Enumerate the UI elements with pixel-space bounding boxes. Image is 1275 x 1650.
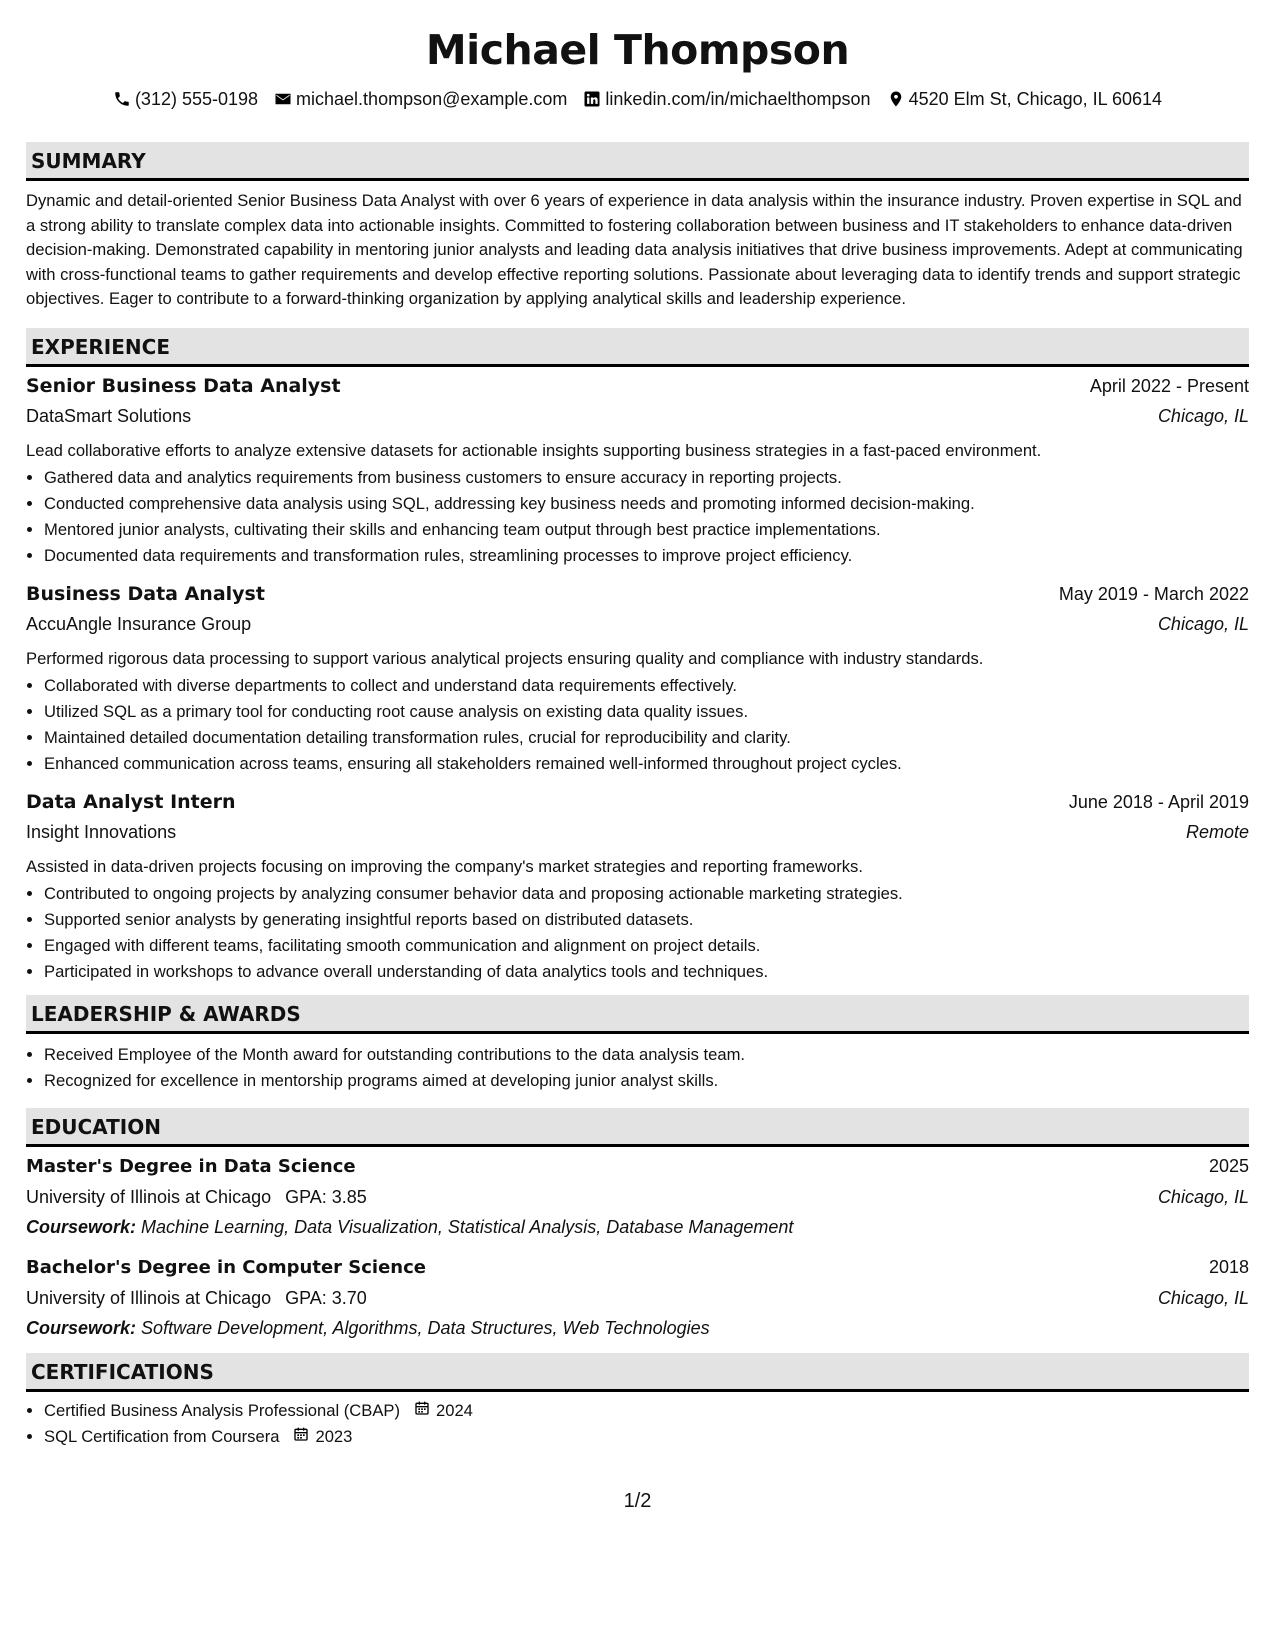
contact-phone xyxy=(113,89,258,110)
degree-title: Bachelor's Degree in Computer Science xyxy=(26,1256,426,1278)
job-description: Assisted in data-driven projects focusing on improving the company's market strategies and reporting frameworks. xyxy=(26,856,863,876)
list-item: • Collaborated with diverse departments to collect and understand data requirements effectively. xyxy=(44,673,1249,699)
gpa: GPA: 3.85 xyxy=(285,1186,367,1207)
contact-linkedin[interactable] xyxy=(583,89,870,110)
job-title: Business Data Analyst xyxy=(26,582,265,605)
job-company: DataSmart Solutions xyxy=(26,405,192,426)
section-heading-summary: SUMMARY xyxy=(26,142,1249,181)
section-heading-leadership: LEADERSHIP & AWARDS xyxy=(26,995,1249,1034)
section-heading-experience: EXPERIENCE xyxy=(26,328,1249,367)
job-bullets xyxy=(26,881,1249,985)
gpa: GPA: 3.70 xyxy=(285,1287,367,1308)
list-item: • Enhanced communication across teams, ensuring all stakeholders remained well-informed throughout project cycles. xyxy=(44,751,1249,777)
school-name: University of Illinois at Chicago xyxy=(26,1287,272,1308)
page-number: 1/2 xyxy=(623,1490,652,1512)
list-item: • Contributed to ongoing projects by analyzing consumer behavior data and proposing actionable marketing strategies. xyxy=(44,881,1249,907)
degree-title: Master's Degree in Data Science xyxy=(26,1155,356,1177)
linkedin-url[interactable]: linkedin.com/in/michaelthompson xyxy=(605,88,871,109)
contact-address xyxy=(887,89,1163,110)
linkedin-icon xyxy=(583,90,601,108)
job-dates: May 2019 - March 2022 xyxy=(1058,583,1249,604)
job-description: Performed rigorous data processing to support various analytical projects ensuring quality and compliance with industry standards. xyxy=(26,648,984,668)
coursework-label: Coursework: xyxy=(26,1317,137,1338)
list-item: • Gathered data and analytics requirements from business customers to ensure accuracy in reporting projects. xyxy=(44,465,1249,491)
list-item: • Received Employee of the Month award for outstanding contributions to the data analysis team. xyxy=(44,1042,1249,1068)
coursework-list: Machine Learning, Data Visualization, Statistical Analysis, Database Management xyxy=(141,1216,794,1237)
job-company: AccuAngle Insurance Group xyxy=(26,613,252,634)
education-entry xyxy=(26,1252,1249,1343)
calendar-icon xyxy=(406,1398,430,1424)
coursework-label: Coursework: xyxy=(26,1216,137,1237)
list-item: • Participated in workshops to advance overall understanding of data analytics tools and techniques. xyxy=(44,959,1249,985)
graduation-year: 2025 xyxy=(1208,1155,1249,1176)
school-location: Chicago, IL xyxy=(1157,1287,1249,1308)
list-item: • Documented data requirements and transformation rules, streamlining processes to improve project efficiency. xyxy=(44,543,1249,569)
email-address[interactable]: michael.thompson@example.com xyxy=(296,88,568,109)
list-item: • Maintained detailed documentation detailing transformation rules, crucial for reproducibility and clarity. xyxy=(44,725,1249,751)
list-item xyxy=(44,1424,1249,1450)
section-heading-certifications: CERTIFICATIONS xyxy=(26,1353,1249,1392)
job-description: Lead collaborative efforts to analyze extensive datasets for actionable insights supporting business strategies in a fast-paced environment. xyxy=(26,440,1042,460)
candidate-name: Michael Thompson xyxy=(425,26,850,74)
map-pin-icon xyxy=(887,90,905,108)
contact-email[interactable] xyxy=(274,89,567,110)
coursework xyxy=(26,1212,1249,1242)
phone-number: (312) 555-0198 xyxy=(134,88,259,109)
experience-entry xyxy=(26,787,1249,985)
certification-year: 2023 xyxy=(315,1426,353,1446)
job-location: Chicago, IL xyxy=(1157,613,1249,634)
certifications-list xyxy=(26,1398,1249,1450)
summary-text: Dynamic and detail-oriented Senior Business Data Analyst with over 6 years of experience in data analysis within the insurance industry. Proven expertise in SQL and a strong ability to translate complex data into actionable insights. Committed to fostering collaboration between business and IT stakeholders to enhance data-driven decision-making. Demonstrated capability in mentoring junior analysts and leading data analysis initiatives that drive business improvements. Adept at communicating with cross-functional teams to gather requirements and develop effective reporting solutions. Passionate about leveraging data to identify trends and support strategic objectives. Eager to contribute to a forward-thinking organization by applying analytical skills and leadership experience. xyxy=(26,191,1243,309)
job-dates: April 2022 - Present xyxy=(1089,375,1249,396)
coursework xyxy=(26,1313,1249,1343)
phone-icon xyxy=(113,90,131,108)
job-location: Remote xyxy=(1185,821,1249,842)
job-bullets xyxy=(26,673,1249,777)
list-item: • Mentored junior analysts, cultivating their skills and enhancing team output through best practice implementations. xyxy=(44,517,1249,543)
list-item: • Utilized SQL as a primary tool for conducting root cause analysis on existing data quality issues. xyxy=(44,699,1249,725)
school-name: University of Illinois at Chicago xyxy=(26,1186,272,1207)
resume-page xyxy=(26,22,1249,1450)
street-address: 4520 Elm St, Chicago, IL 60614 xyxy=(908,88,1163,109)
calendar-icon xyxy=(285,1424,309,1450)
leadership-list xyxy=(26,1042,1249,1094)
certification-name: • SQL Certification from Coursera xyxy=(44,1426,280,1446)
contact-bar xyxy=(26,86,1249,112)
job-company: Insight Innovations xyxy=(26,821,177,842)
envelope-icon xyxy=(274,90,292,108)
graduation-year: 2018 xyxy=(1208,1256,1249,1277)
list-item: • Supported senior analysts by generating insightful reports based on distributed datasets. xyxy=(44,907,1249,933)
certification-name: • Certified Business Analysis Professional (CBAP) xyxy=(44,1400,400,1420)
job-title: Senior Business Data Analyst xyxy=(26,374,341,397)
list-item xyxy=(44,1398,1249,1424)
section-heading-education: EDUCATION xyxy=(26,1108,1249,1147)
education-entry xyxy=(26,1151,1249,1242)
school-line xyxy=(26,1182,367,1212)
list-item: • Conducted comprehensive data analysis using SQL, addressing key business needs and promoting informed decision-making. xyxy=(44,491,1249,517)
coursework-list: Software Development, Algorithms, Data Structures, Web Technologies xyxy=(141,1317,710,1338)
school-line xyxy=(26,1283,367,1313)
experience-entry xyxy=(26,371,1249,569)
school-location: Chicago, IL xyxy=(1157,1186,1249,1207)
job-bullets xyxy=(26,465,1249,569)
job-location: Chicago, IL xyxy=(1157,405,1249,426)
list-item: • Engaged with different teams, facilitating smooth communication and alignment on project details. xyxy=(44,933,1249,959)
experience-entry xyxy=(26,579,1249,777)
job-dates: June 2018 - April 2019 xyxy=(1068,791,1249,812)
certification-year: 2024 xyxy=(436,1400,473,1420)
list-item: • Recognized for excellence in mentorship programs aimed at developing junior analyst skills. xyxy=(44,1068,1249,1094)
job-title: Data Analyst Intern xyxy=(26,790,236,813)
